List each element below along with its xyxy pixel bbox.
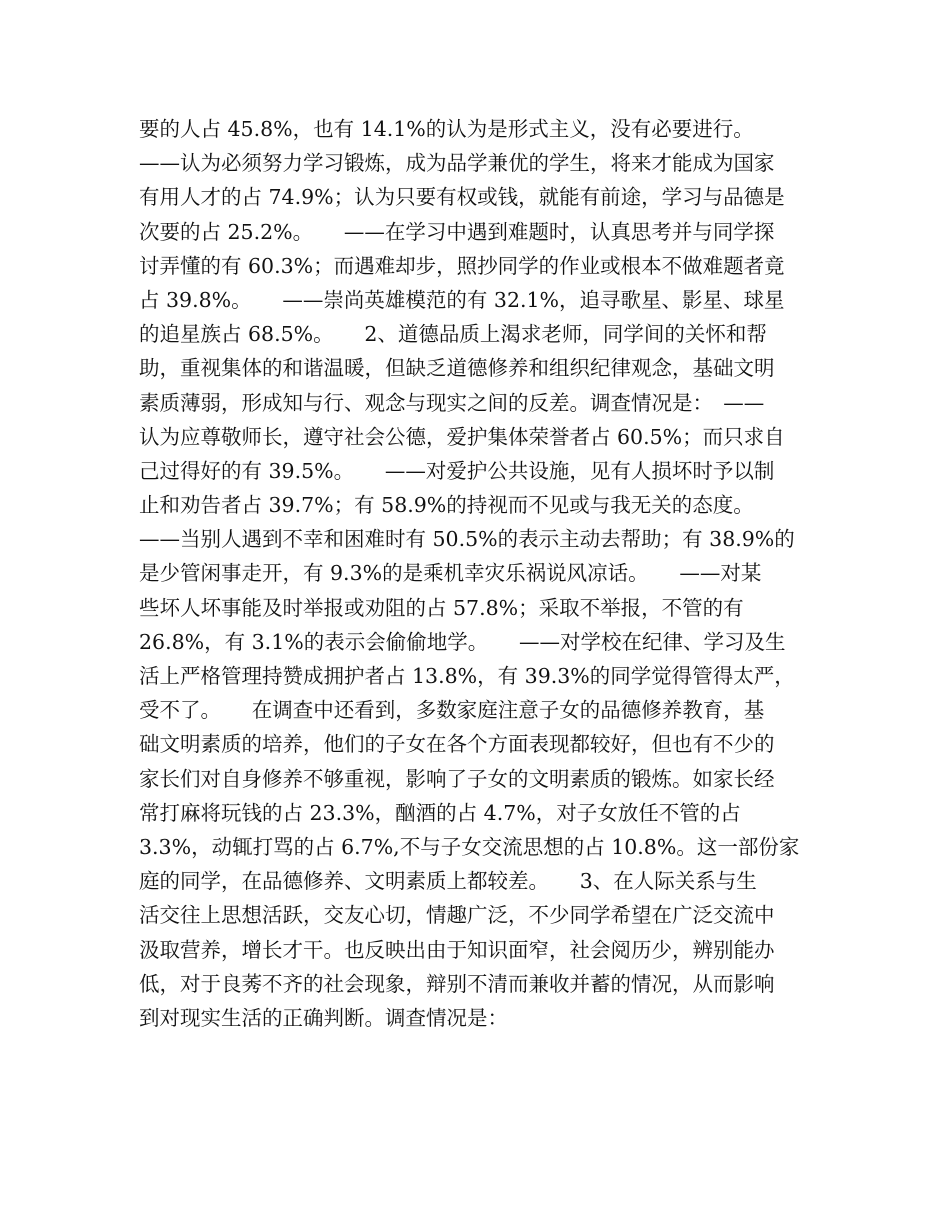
text-line: 止和劝告者占 39.7%；有 58.9%的持视而不见或与我无关的态度。 — [139, 493, 754, 518]
text-line: 讨弄懂的有 60.3%；而遇难却步，照抄同学的作业或根本不做难题者竟 — [139, 253, 785, 278]
text-line: 素质薄弱，形成知与行、观念与现实之间的反差。调查情况是： —— — [139, 390, 765, 415]
text-line: 受不了。 在调查中还看到，多数家庭注意子女的品德修养教育，基 — [139, 698, 765, 723]
text-line: 认为应尊敬师长，遵守社会公德，爱护集体荣誉者占 60.5%；而只求自 — [139, 424, 785, 449]
text-line: 常打麻将玩钱的占 23.3%，酗酒的占 4.7%，对子女放任不管的占 — [139, 800, 741, 825]
text-line: 活交往上思想活跃，交友心切，情趣广泛，不少同学希望在广泛交流中 — [139, 903, 775, 928]
text-line: 是少管闲事走开，有 9.3%的是乘机幸灾乐祸说风凉话。 ——对某 — [139, 561, 762, 586]
text-line: 的追星族占 68.5%。 2、道德品质上渴求老师，同学间的关怀和帮 — [139, 322, 767, 347]
text-line: 活上严格管理持赞成拥护者占 13.8%，有 39.3%的同学觉得管得太严， — [139, 664, 795, 688]
text-line: 占 39.8%。 ——崇尚英雄模范的有 32.1%，追寻歌星、影星、球星 — [139, 287, 785, 312]
text-line: 助，重视集体的和谐温暖，但缺乏道德修养和组织纪律观念，基础文明 — [139, 356, 775, 381]
body-text — [139, 112, 815, 1035]
text-line: 础文明素质的培养，他们的子女在各个方面表现都较好，但也有不少的 — [139, 732, 775, 757]
text-line: ——当别人遇到不幸和困难时有 50.5%的表示主动去帮助；有 38.9%的 — [139, 527, 795, 552]
text-line: 次要的占 25.2%。 ——在学习中遇到难题时，认真思考并与同学探 — [139, 219, 775, 244]
text-line: 26.8%，有 3.1%的表示会偷偷地学。 ——对学校在纪律、学习及生 — [139, 629, 786, 654]
text-line: 要的人占 45.8%，也有 14.1%的认为是形式主义，没有必要进行。 — [139, 117, 754, 141]
text-line: 低，对于良莠不齐的社会现象，辩别不清而兼收并蓄的情况，从而影响 — [139, 971, 775, 996]
text-line: 3.3%，动辄打骂的占 6.7%,不与子女交流思想的占 10.8%。这一部份家 — [139, 834, 800, 859]
text-line: 汲取营养，增长才干。也反映出由于知识面窄，社会阅历少，辨别能办 — [139, 937, 775, 962]
text-line: 庭的同学，在品德修养、文明素质上都较差。 3、在人际关系与生 — [139, 869, 757, 894]
text-line: 到对现实生活的正确判断。调查情况是： — [139, 1005, 508, 1030]
text-line: 家长们对自身修养不够重视，影响了子女的文明素质的锻炼。如家长经 — [139, 766, 775, 791]
text-line: 有用人才的占 74.9%；认为只要有权或钱，就能有前途，学习与品德是 — [139, 185, 785, 210]
text-line: 些坏人坏事能及时举报或劝阻的占 57.8%；采取不举报，不管的有 — [139, 595, 744, 620]
text-line: ——认为必须努力学习锻炼，成为品学兼优的学生，将来才能成为国家 — [139, 151, 775, 176]
text-line: 己过得好的有 39.5%。 ——对爱护公共设施，见有人损坏时予以制 — [139, 458, 775, 483]
